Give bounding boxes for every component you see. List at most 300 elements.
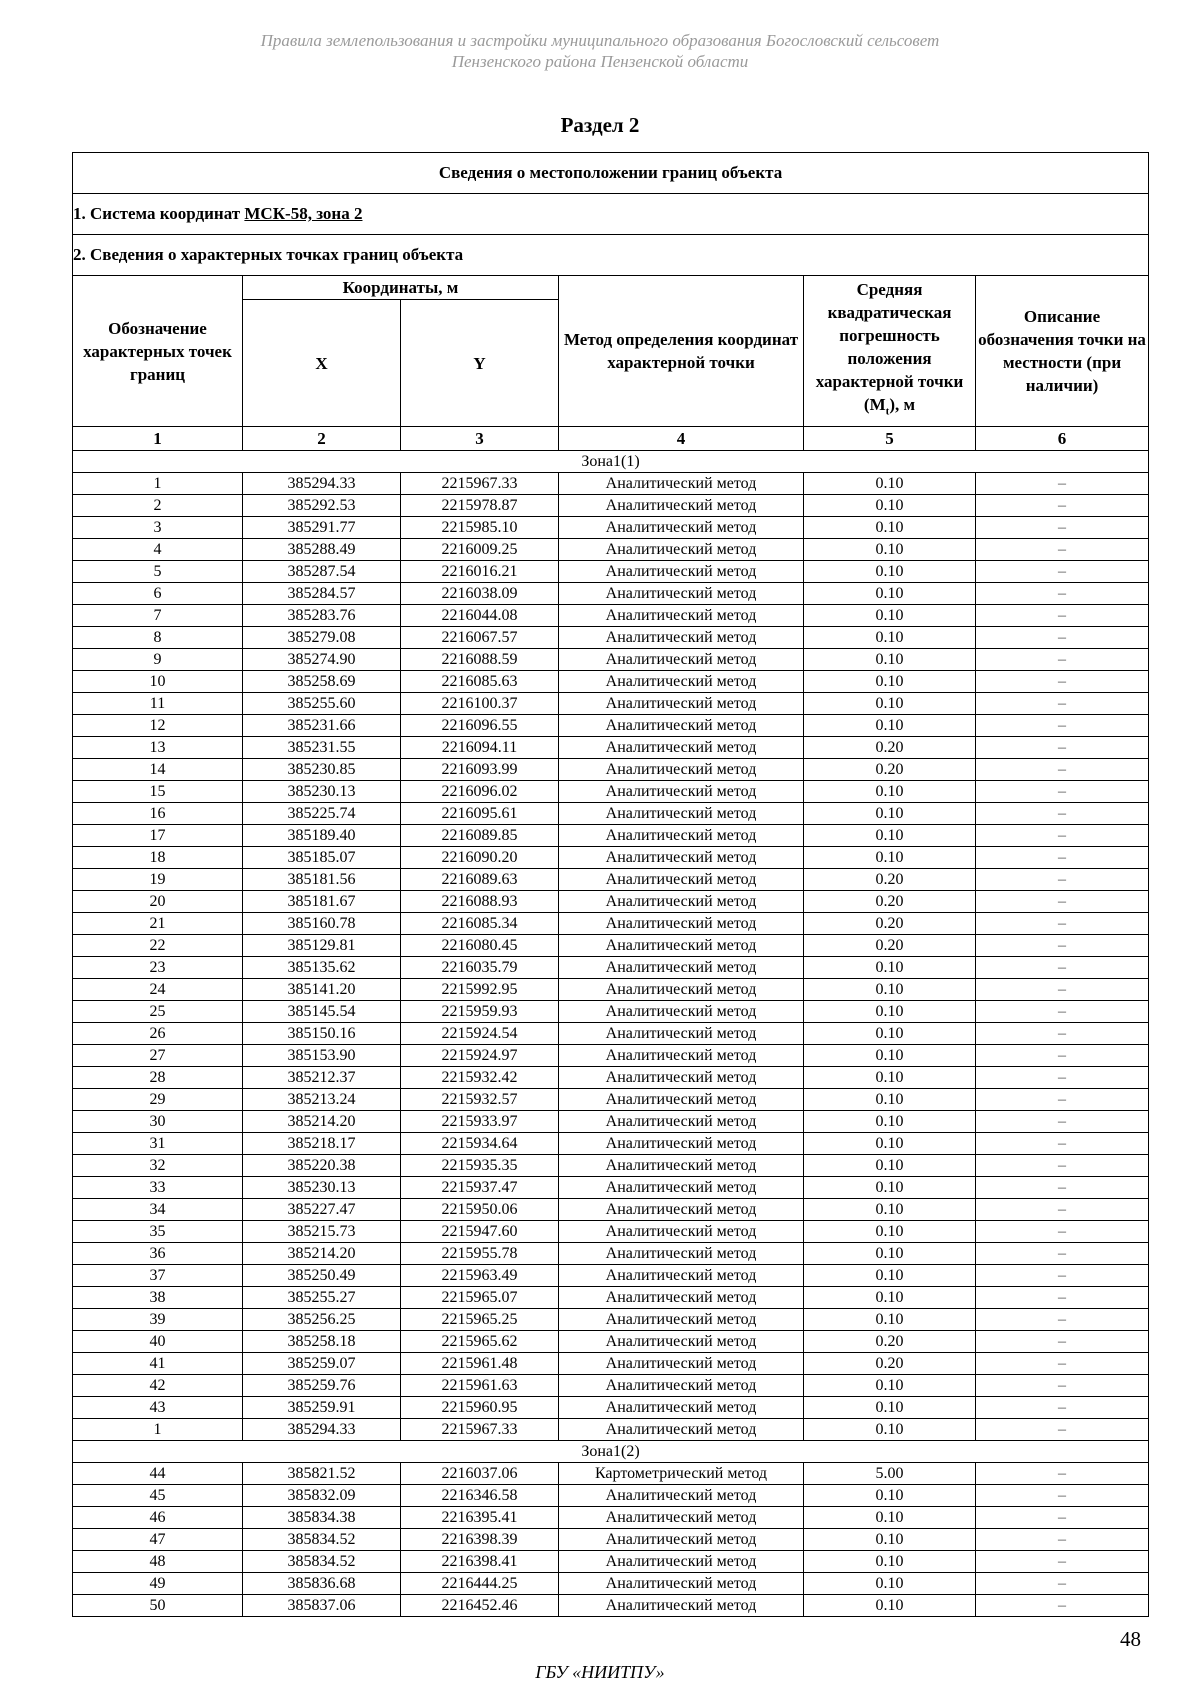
zone-label: Зона1(2) <box>73 1441 1149 1463</box>
description-cell: – <box>976 561 1149 583</box>
x-cell: 385214.20 <box>243 1111 401 1133</box>
x-cell: 385834.38 <box>243 1507 401 1529</box>
error-cell: 0.10 <box>804 1199 976 1221</box>
point-id-cell: 1 <box>73 473 243 495</box>
description-cell: – <box>976 1001 1149 1023</box>
y-cell: 2216088.93 <box>401 891 559 913</box>
x-cell: 385160.78 <box>243 913 401 935</box>
description-cell: – <box>976 803 1149 825</box>
description-cell: – <box>976 737 1149 759</box>
table-row <box>73 1485 1149 1507</box>
error-cell: 0.20 <box>804 935 976 957</box>
y-cell: 2215967.33 <box>401 1419 559 1441</box>
x-cell: 385135.62 <box>243 957 401 979</box>
point-id-cell: 6 <box>73 583 243 605</box>
y-cell: 2215934.64 <box>401 1133 559 1155</box>
description-cell: – <box>976 1573 1149 1595</box>
point-id-cell: 39 <box>73 1309 243 1331</box>
x-cell: 385259.91 <box>243 1397 401 1419</box>
table-row <box>73 869 1149 891</box>
point-id-cell: 27 <box>73 1045 243 1067</box>
x-cell: 385279.08 <box>243 627 401 649</box>
description-cell: – <box>976 979 1149 1001</box>
table-row <box>73 539 1149 561</box>
error-cell: 0.10 <box>804 1045 976 1067</box>
point-id-cell: 30 <box>73 1111 243 1133</box>
table-row <box>73 1375 1149 1397</box>
table-row <box>73 913 1149 935</box>
point-id-cell: 34 <box>73 1199 243 1221</box>
description-cell: – <box>976 1551 1149 1573</box>
error-cell: 0.10 <box>804 1309 976 1331</box>
col-coords-header: Координаты, м <box>243 276 559 300</box>
error-cell: 0.10 <box>804 1551 976 1573</box>
error-cell: 0.10 <box>804 1375 976 1397</box>
y-cell: 2216038.09 <box>401 583 559 605</box>
table-row <box>73 847 1149 869</box>
point-id-cell: 46 <box>73 1507 243 1529</box>
x-cell: 385181.67 <box>243 891 401 913</box>
method-cell: Аналитический метод <box>559 1265 804 1287</box>
description-cell: – <box>976 847 1149 869</box>
description-cell: – <box>976 1287 1149 1309</box>
error-cell: 0.10 <box>804 957 976 979</box>
y-cell: 2215932.42 <box>401 1067 559 1089</box>
crs-row <box>73 194 1149 235</box>
method-cell: Аналитический метод <box>559 979 804 1001</box>
error-cell: 0.20 <box>804 913 976 935</box>
y-cell: 2215965.62 <box>401 1331 559 1353</box>
point-id-cell: 28 <box>73 1067 243 1089</box>
point-id-cell: 31 <box>73 1133 243 1155</box>
error-cell: 0.10 <box>804 1111 976 1133</box>
description-cell: – <box>976 1133 1149 1155</box>
x-cell: 385250.49 <box>243 1265 401 1287</box>
error-cell: 0.10 <box>804 649 976 671</box>
table-row <box>73 1111 1149 1133</box>
table-row <box>73 1309 1149 1331</box>
y-cell: 2216444.25 <box>401 1573 559 1595</box>
method-cell: Аналитический метод <box>559 473 804 495</box>
method-cell: Аналитический метод <box>559 1067 804 1089</box>
error-cell: 0.10 <box>804 605 976 627</box>
point-id-cell: 11 <box>73 693 243 715</box>
x-cell: 385218.17 <box>243 1133 401 1155</box>
error-cell: 0.10 <box>804 1243 976 1265</box>
method-cell: Аналитический метод <box>559 583 804 605</box>
point-id-cell: 17 <box>73 825 243 847</box>
x-cell: 385212.37 <box>243 1067 401 1089</box>
table-row <box>73 1419 1149 1441</box>
col-x-header: X <box>243 300 401 427</box>
table-row <box>73 1463 1149 1485</box>
table-row <box>73 1221 1149 1243</box>
method-cell: Аналитический метод <box>559 1573 804 1595</box>
point-id-cell: 23 <box>73 957 243 979</box>
table-row <box>73 1265 1149 1287</box>
error-cell: 5.00 <box>804 1463 976 1485</box>
point-id-cell: 22 <box>73 935 243 957</box>
point-id-cell: 41 <box>73 1353 243 1375</box>
table-row <box>73 1199 1149 1221</box>
point-id-cell: 16 <box>73 803 243 825</box>
error-cell: 0.10 <box>804 1595 976 1617</box>
x-cell: 385189.40 <box>243 825 401 847</box>
description-cell: – <box>976 517 1149 539</box>
y-cell: 2215935.35 <box>401 1155 559 1177</box>
y-cell: 2215978.87 <box>401 495 559 517</box>
x-cell: 385145.54 <box>243 1001 401 1023</box>
y-cell: 2215965.25 <box>401 1309 559 1331</box>
x-cell: 385821.52 <box>243 1463 401 1485</box>
x-cell: 385836.68 <box>243 1573 401 1595</box>
point-id-cell: 13 <box>73 737 243 759</box>
point-id-cell: 33 <box>73 1177 243 1199</box>
table-row <box>73 715 1149 737</box>
method-cell: Аналитический метод <box>559 1221 804 1243</box>
method-cell: Аналитический метод <box>559 715 804 737</box>
y-cell: 2215961.48 <box>401 1353 559 1375</box>
y-cell: 2215985.10 <box>401 517 559 539</box>
x-cell: 385231.66 <box>243 715 401 737</box>
method-cell: Аналитический метод <box>559 605 804 627</box>
y-cell: 2216035.79 <box>401 957 559 979</box>
table-row <box>73 1023 1149 1045</box>
error-cell: 0.20 <box>804 869 976 891</box>
table-row <box>73 1573 1149 1595</box>
point-id-cell: 15 <box>73 781 243 803</box>
description-cell: – <box>976 1595 1149 1617</box>
method-cell: Аналитический метод <box>559 1595 804 1617</box>
error-cell: 0.10 <box>804 1485 976 1507</box>
error-cell: 0.10 <box>804 1155 976 1177</box>
method-cell: Аналитический метод <box>559 1089 804 1111</box>
y-cell: 2216346.58 <box>401 1485 559 1507</box>
x-cell: 385283.76 <box>243 605 401 627</box>
point-id-cell: 20 <box>73 891 243 913</box>
table-row <box>73 1243 1149 1265</box>
description-cell: – <box>976 473 1149 495</box>
x-cell: 385258.69 <box>243 671 401 693</box>
description-cell: – <box>976 957 1149 979</box>
error-cell: 0.10 <box>804 627 976 649</box>
point-id-cell: 29 <box>73 1089 243 1111</box>
table-row <box>73 605 1149 627</box>
column-number: 5 <box>804 427 976 451</box>
description-cell: – <box>976 935 1149 957</box>
x-cell: 385225.74 <box>243 803 401 825</box>
point-id-cell: 38 <box>73 1287 243 1309</box>
description-cell: – <box>976 1309 1149 1331</box>
point-id-cell: 18 <box>73 847 243 869</box>
point-id-cell: 1 <box>73 1419 243 1441</box>
method-cell: Аналитический метод <box>559 1485 804 1507</box>
page-number: 48 <box>1120 1627 1141 1651</box>
error-cell: 0.20 <box>804 1331 976 1353</box>
table-row <box>73 1595 1149 1617</box>
method-cell: Аналитический метод <box>559 869 804 891</box>
error-cell: 0.10 <box>804 693 976 715</box>
method-cell: Аналитический метод <box>559 693 804 715</box>
description-cell: – <box>976 1265 1149 1287</box>
table-row <box>73 935 1149 957</box>
method-cell: Аналитический метод <box>559 825 804 847</box>
error-cell: 0.10 <box>804 803 976 825</box>
x-cell: 385832.09 <box>243 1485 401 1507</box>
table-row <box>73 1045 1149 1067</box>
point-id-cell: 10 <box>73 671 243 693</box>
description-cell: – <box>976 1353 1149 1375</box>
point-id-cell: 49 <box>73 1573 243 1595</box>
description-cell: – <box>976 1221 1149 1243</box>
error-cell: 0.10 <box>804 473 976 495</box>
point-id-cell: 9 <box>73 649 243 671</box>
method-cell: Аналитический метод <box>559 1419 804 1441</box>
description-cell: – <box>976 759 1149 781</box>
error-cell: 0.10 <box>804 1287 976 1309</box>
column-number-row <box>73 427 1149 451</box>
error-cell: 0.10 <box>804 1419 976 1441</box>
table-row <box>73 1331 1149 1353</box>
description-cell: – <box>976 1067 1149 1089</box>
y-cell: 2216096.02 <box>401 781 559 803</box>
column-number: 1 <box>73 427 243 451</box>
description-cell: – <box>976 891 1149 913</box>
method-cell: Аналитический метод <box>559 1045 804 1067</box>
error-cell: 0.20 <box>804 891 976 913</box>
point-id-cell: 19 <box>73 869 243 891</box>
zone-row <box>73 1441 1149 1463</box>
method-cell: Аналитический метод <box>559 781 804 803</box>
y-cell: 2216009.25 <box>401 539 559 561</box>
method-cell: Аналитический метод <box>559 1133 804 1155</box>
error-cell: 0.10 <box>804 1023 976 1045</box>
col-y-header: Y <box>401 300 559 427</box>
description-cell: – <box>976 1485 1149 1507</box>
method-cell: Аналитический метод <box>559 1155 804 1177</box>
table-row <box>73 561 1149 583</box>
method-cell: Аналитический метод <box>559 495 804 517</box>
error-cell: 0.10 <box>804 583 976 605</box>
y-cell: 2215960.95 <box>401 1397 559 1419</box>
error-cell: 0.10 <box>804 517 976 539</box>
point-id-cell: 32 <box>73 1155 243 1177</box>
table-row <box>73 1155 1149 1177</box>
method-cell: Аналитический метод <box>559 891 804 913</box>
running-header-line2: Пензенского района Пензенской области <box>451 52 749 71</box>
table-row <box>73 1529 1149 1551</box>
table-row <box>73 1287 1149 1309</box>
y-cell: 2215959.93 <box>401 1001 559 1023</box>
description-cell: – <box>976 1045 1149 1067</box>
error-cell: 0.10 <box>804 1133 976 1155</box>
error-cell: 0.10 <box>804 1221 976 1243</box>
col-point-header: Обозначение характерных точек границ <box>73 276 243 427</box>
col-error-header: Средняя квадратическая погрешность положения характерной точки $(M_t)$, м <box>804 276 976 427</box>
x-cell: 385274.90 <box>243 649 401 671</box>
table-row <box>73 517 1149 539</box>
method-cell: Аналитический метод <box>559 1331 804 1353</box>
method-cell: Аналитический метод <box>559 913 804 935</box>
point-id-cell: 26 <box>73 1023 243 1045</box>
x-cell: 385834.52 <box>243 1529 401 1551</box>
x-cell: 385230.13 <box>243 1177 401 1199</box>
error-cell: 0.10 <box>804 1177 976 1199</box>
point-id-cell: 37 <box>73 1265 243 1287</box>
y-cell: 2216095.61 <box>401 803 559 825</box>
y-cell: 2215924.54 <box>401 1023 559 1045</box>
table-row <box>73 979 1149 1001</box>
description-cell: – <box>976 1243 1149 1265</box>
error-cell: 0.10 <box>804 825 976 847</box>
y-cell: 2216096.55 <box>401 715 559 737</box>
y-cell: 2216089.85 <box>401 825 559 847</box>
table-row <box>73 737 1149 759</box>
point-id-cell: 40 <box>73 1331 243 1353</box>
description-cell: – <box>976 1111 1149 1133</box>
method-cell: Аналитический метод <box>559 737 804 759</box>
point-id-cell: 4 <box>73 539 243 561</box>
error-cell: 0.10 <box>804 1573 976 1595</box>
method-cell: Аналитический метод <box>559 1375 804 1397</box>
y-cell: 2216398.39 <box>401 1529 559 1551</box>
x-cell: 385129.81 <box>243 935 401 957</box>
description-cell: – <box>976 693 1149 715</box>
description-cell: – <box>976 1375 1149 1397</box>
y-cell: 2216016.21 <box>401 561 559 583</box>
error-cell: 0.10 <box>804 1089 976 1111</box>
crs-label: 1. Система координат <box>73 204 245 223</box>
x-cell: 385230.13 <box>243 781 401 803</box>
y-cell: 2216085.34 <box>401 913 559 935</box>
method-cell: Аналитический метод <box>559 649 804 671</box>
method-cell: Аналитический метод <box>559 517 804 539</box>
x-cell: 385150.16 <box>243 1023 401 1045</box>
description-cell: – <box>976 1397 1149 1419</box>
y-cell: 2215955.78 <box>401 1243 559 1265</box>
x-cell: 385259.07 <box>243 1353 401 1375</box>
point-id-cell: 36 <box>73 1243 243 1265</box>
column-number: 2 <box>243 427 401 451</box>
x-cell: 385230.85 <box>243 759 401 781</box>
method-cell: Аналитический метод <box>559 561 804 583</box>
table-row <box>73 1133 1149 1155</box>
error-cell: 0.10 <box>804 847 976 869</box>
table-row <box>73 803 1149 825</box>
col-method-header: Метод определения координат характерной точки <box>559 276 804 427</box>
y-cell: 2216067.57 <box>401 627 559 649</box>
x-cell: 385288.49 <box>243 539 401 561</box>
error-cell: 0.10 <box>804 1529 976 1551</box>
error-cell: 0.10 <box>804 1067 976 1089</box>
error-cell: 0.10 <box>804 671 976 693</box>
point-id-cell: 8 <box>73 627 243 649</box>
description-cell: – <box>976 649 1149 671</box>
table-row <box>73 825 1149 847</box>
error-cell: 0.10 <box>804 495 976 517</box>
point-id-cell: 42 <box>73 1375 243 1397</box>
x-cell: 385291.77 <box>243 517 401 539</box>
y-cell: 2215937.47 <box>401 1177 559 1199</box>
zone-row <box>73 451 1149 473</box>
point-id-cell: 43 <box>73 1397 243 1419</box>
x-cell: 385292.53 <box>243 495 401 517</box>
y-cell: 2216085.63 <box>401 671 559 693</box>
y-cell: 2216088.59 <box>401 649 559 671</box>
method-cell: Аналитический метод <box>559 759 804 781</box>
table-title: Сведения о местоположении границ объекта <box>73 153 1149 194</box>
table-row <box>73 473 1149 495</box>
table-row <box>73 1067 1149 1089</box>
point-id-cell: 21 <box>73 913 243 935</box>
method-cell: Аналитический метод <box>559 539 804 561</box>
y-cell: 2216398.41 <box>401 1551 559 1573</box>
running-header-line1: Правила землепользования и застройки муниципального образования Богословский сельсовет <box>260 31 940 50</box>
points-title: 2. Сведения о характерных точках границ объекта <box>73 235 1149 276</box>
description-cell: – <box>976 1089 1149 1111</box>
method-cell: Аналитический метод <box>559 1529 804 1551</box>
method-cell: Аналитический метод <box>559 847 804 869</box>
method-cell: Аналитический метод <box>559 1001 804 1023</box>
x-cell: 385834.52 <box>243 1551 401 1573</box>
column-number: 4 <box>559 427 804 451</box>
method-cell: Аналитический метод <box>559 1243 804 1265</box>
error-cell: 0.20 <box>804 1353 976 1375</box>
description-cell: – <box>976 605 1149 627</box>
description-cell: – <box>976 495 1149 517</box>
x-cell: 385287.54 <box>243 561 401 583</box>
x-cell: 385255.60 <box>243 693 401 715</box>
table-row <box>73 1507 1149 1529</box>
table-row <box>73 649 1149 671</box>
point-id-cell: 44 <box>73 1463 243 1485</box>
y-cell: 2215950.06 <box>401 1199 559 1221</box>
x-cell: 385259.76 <box>243 1375 401 1397</box>
method-cell: Аналитический метод <box>559 1199 804 1221</box>
x-cell: 385256.25 <box>243 1309 401 1331</box>
method-cell: Аналитический метод <box>559 1507 804 1529</box>
column-number: 6 <box>976 427 1149 451</box>
method-cell: Аналитический метод <box>559 803 804 825</box>
point-id-cell: 45 <box>73 1485 243 1507</box>
x-cell: 385220.38 <box>243 1155 401 1177</box>
y-cell: 2215961.63 <box>401 1375 559 1397</box>
table-row <box>73 693 1149 715</box>
x-cell: 385258.18 <box>243 1331 401 1353</box>
error-cell: 0.20 <box>804 759 976 781</box>
x-cell: 385255.27 <box>243 1287 401 1309</box>
y-cell: 2215992.95 <box>401 979 559 1001</box>
x-cell: 385294.33 <box>243 473 401 495</box>
point-id-cell: 25 <box>73 1001 243 1023</box>
error-cell: 0.10 <box>804 1397 976 1419</box>
table-row <box>73 627 1149 649</box>
table-row <box>73 1551 1149 1573</box>
table-body <box>73 451 1149 1617</box>
error-cell: 0.10 <box>804 715 976 737</box>
method-cell: Аналитический метод <box>559 627 804 649</box>
y-cell: 2215967.33 <box>401 473 559 495</box>
description-cell: – <box>976 869 1149 891</box>
x-cell: 385141.20 <box>243 979 401 1001</box>
section-title: Раздел 2 <box>560 113 640 137</box>
point-id-cell: 7 <box>73 605 243 627</box>
error-cell: 0.10 <box>804 979 976 1001</box>
description-cell: – <box>976 1199 1149 1221</box>
description-cell: – <box>976 715 1149 737</box>
error-cell: 0.10 <box>804 539 976 561</box>
zone-label: Зона1(1) <box>73 451 1149 473</box>
